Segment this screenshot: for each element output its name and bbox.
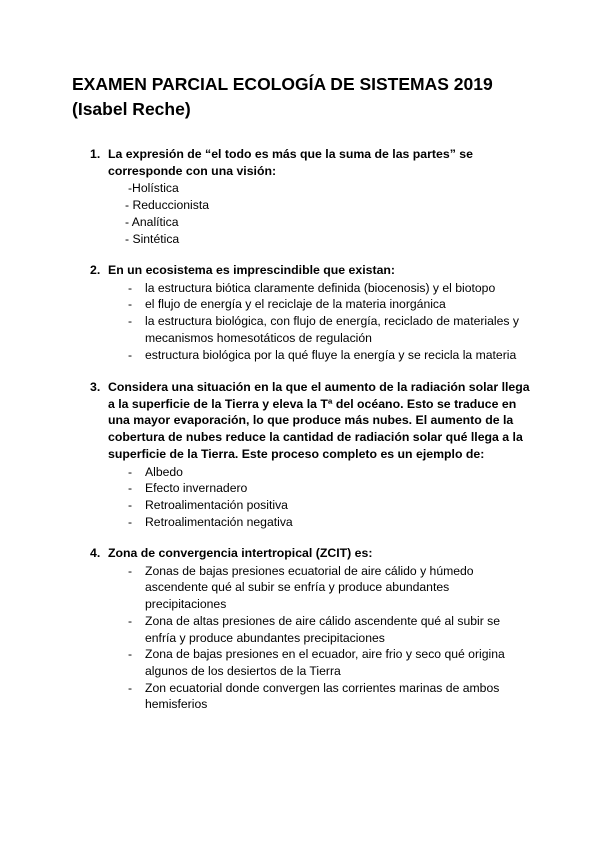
option-text: Retroalimentación positiva	[145, 497, 288, 512]
exam-title-line-1: EXAMEN PARCIAL ECOLOGÍA DE SISTEMAS 2019	[72, 74, 493, 94]
exam-title	[72, 72, 542, 122]
question-2	[90, 262, 530, 363]
bullet-dash: -	[128, 497, 133, 512]
option-list	[90, 180, 530, 248]
option-text: Zona de altas presiones de aire cálido ascendente qué al subir se enfría y produce abundantes precipitaciones	[145, 613, 501, 645]
bullet-dash: -	[128, 647, 133, 662]
option-1	[90, 464, 530, 481]
question-body: Zona de convergencia intertropical (ZCIT) es:	[108, 546, 373, 560]
option-2	[90, 613, 530, 646]
option-1	[90, 563, 530, 613]
bullet-dash: -	[128, 563, 133, 578]
option-4: - Sintética	[125, 232, 180, 247]
question-body: Considera una situación en la que el aumento de la radiación solar llega a la superficie de la Tierra y eleva la Tª del océano. Esto se traduce en una mayor evaporación, lo que produce más nubes. El aumento de la cobertura de nubes reduce la cantidad de radiación solar qué llega a la superficie de la Tierra. Este proceso completo es un ejemplo de:	[108, 380, 530, 461]
option-list	[90, 280, 530, 364]
option-text: la estructura biológica, con flujo de energía, reciclado de materiales y mecanismos homesotáticos de regulación	[145, 314, 519, 345]
option-1	[90, 280, 530, 297]
option-text: Zon ecuatorial donde convergen las corrientes marinas de ambos hemisferios	[145, 680, 500, 712]
question-text	[90, 379, 530, 463]
question-4	[90, 545, 530, 713]
bullet-dash: -	[128, 680, 133, 695]
bullet-dash: -	[128, 464, 133, 479]
question-3	[90, 379, 530, 530]
option-2	[90, 480, 530, 497]
bullet-dash: -	[128, 481, 133, 496]
option-list	[90, 464, 530, 531]
question-body: La expresión de “el todo es más que la suma de las partes” se corresponde con una visión:	[108, 147, 473, 178]
option-text: Efecto invernadero	[145, 481, 248, 496]
exam-title-line-2: (Isabel Reche)	[72, 99, 191, 119]
question-number: 1.	[90, 147, 101, 161]
bullet-dash: -	[128, 347, 133, 362]
option-3: - Analítica	[125, 215, 179, 230]
bullet-dash: -	[128, 280, 133, 295]
question-1	[90, 146, 530, 248]
bullet-dash: -	[128, 613, 133, 628]
option-3	[90, 497, 530, 514]
option-text: estructura biológica por la qué fluye la energía y se recicla la materia	[145, 347, 517, 362]
question-text	[90, 545, 530, 562]
option-2: - Reduccionista	[125, 198, 209, 213]
bullet-dash: -	[128, 514, 133, 529]
option-4	[90, 680, 530, 713]
option-text: Retroalimentación negativa	[145, 514, 293, 529]
option-text: la estructura biótica claramente definida (biocenosis) y el biotopo	[145, 280, 496, 295]
question-number: 4.	[90, 546, 101, 560]
bullet-dash: -	[128, 297, 133, 312]
option-3	[90, 313, 530, 346]
option-4	[90, 514, 530, 531]
option-1: -Holística	[128, 181, 179, 196]
question-number: 2.	[90, 263, 101, 277]
option-list	[90, 563, 530, 713]
option-4	[90, 347, 530, 364]
question-text	[90, 146, 530, 179]
option-text: el flujo de energía y el reciclaje de la materia inorgánica	[145, 297, 446, 312]
option-3	[90, 646, 530, 679]
question-body: En un ecosistema es imprescindible que existan:	[108, 263, 396, 277]
question-number: 3.	[90, 380, 101, 394]
question-text	[90, 262, 530, 279]
option-text: Zona de bajas presiones en el ecuador, aire frio y seco qué origina algunos de los desiertos de la Tierra	[145, 647, 505, 678]
option-text: Zonas de bajas presiones ecuatorial de aire cálido y húmedo ascendente qué al subir se enfría y produce abundantes precipitaciones	[145, 563, 474, 612]
option-text: Albedo	[145, 464, 183, 479]
bullet-dash: -	[128, 314, 133, 329]
option-2	[90, 296, 530, 313]
